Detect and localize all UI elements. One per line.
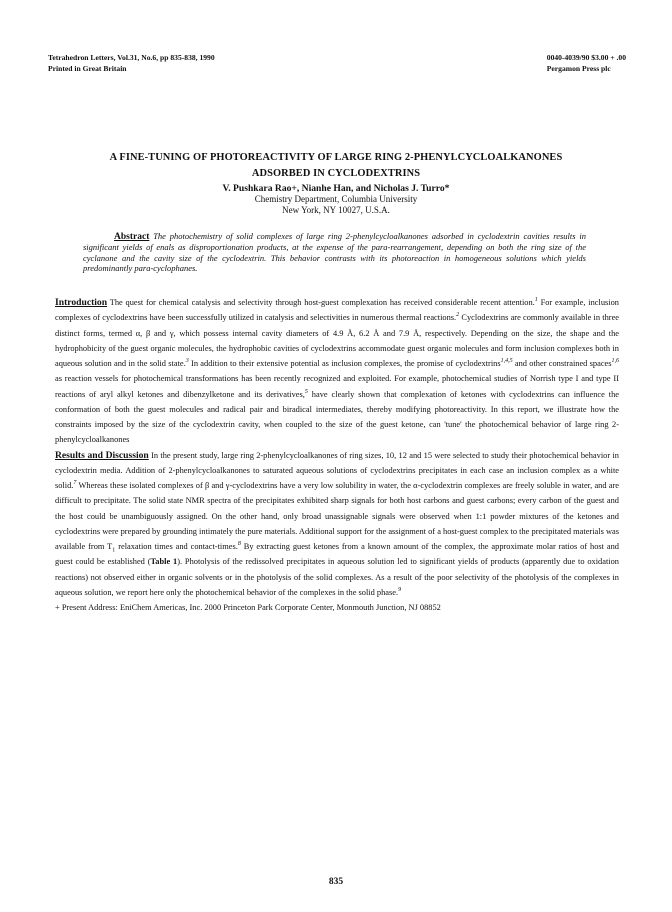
issn-price: 0040-4039/90 $3.00 + .00 xyxy=(546,53,626,62)
reference-marker: 1,4,5 xyxy=(500,358,513,365)
reference-marker: 1 xyxy=(534,297,538,304)
printed-in: Printed in Great Britain xyxy=(48,64,127,73)
reference-marker: 1,6 xyxy=(611,358,620,365)
title-line-1: A FINE-TUNING OF PHOTOREACTIVITY OF LARGE RING 2-PHENYLCYCLOALKANONES xyxy=(109,152,563,163)
table-reference: Table 1 xyxy=(150,557,178,567)
results-text: In the present study, large ring 2-phenylcycloalkanones of ring sizes, 10, 12 and 15 were selected to study their photochemical behavior in cyclodextrin media. Addition of 2-phenylcycloalkanones to saturated aqueous solutions of cyclodextrins precipitates in each case an inclusion complex as a white solid. xyxy=(55,450,619,490)
reference-marker: 3 xyxy=(185,358,189,365)
results-text: relaxation times and contact-times. xyxy=(118,542,238,551)
results-heading: Results and Discussion xyxy=(55,449,149,461)
title-line-2: ADSORBED IN CYCLODEXTRINS xyxy=(251,168,421,179)
intro-text: For example, inclusion complexes of cyclodextrins have been successfully utilized in catalysis and selectivities in numerous thermal reactions. xyxy=(55,298,619,323)
intro-text: In addition to their extensive potential as inclusion complexes, the promise of cyclodextrins xyxy=(191,359,501,368)
footnote: + Present Address: EniChem Americas, Inc. 2000 Princeton Park Corporate Center, Monmouth Junction, NJ 08852 xyxy=(55,603,441,612)
journal-citation: Tetrahedron Letters, Vol.31, No.6, pp 835-838, 1990 xyxy=(48,53,215,62)
reference-marker: 8 xyxy=(237,541,241,548)
reference-marker: 2 xyxy=(456,312,460,319)
journal-header xyxy=(48,52,215,74)
results-paragraph xyxy=(55,448,619,601)
body-text xyxy=(55,295,619,615)
results-text: ). Photolysis of the redissolved precipitates in aqueous solution led to significant yields of products (apparently due to oxidation reactions) not observed either in organic solvents or in the photolysis of the solid complexes. As a result of the poor selectivity of the photolysis of the complexes in aqueous solution, we report here only the photochemical behavior of the complexes in the solid phase. xyxy=(55,557,619,597)
author-block xyxy=(0,183,672,216)
author-names: V. Pushkara Rao+, Nianhe Han, and Nicholas J. Turro* xyxy=(222,183,450,194)
results-text: Whereas these isolated complexes of β and γ-cyclodextrins have a very low solubility in water, the α-cyclodextrin complexes are freely soluble in water, and are difficult to precipitate. The solid state NMR spectra of the precipitates exhibited sharp signals for both host carbons and guest carbons; every carbon of the guest and the host could be unambiguously assigned. On the other hand, only broad unassignable signals were observed when 1:1 powder mixtures of the ketones and cyclodextrins were prepared by grounding intimately the pure materials. Additional support for the assignment of a host-guest complex to the precipitated materials was available from T xyxy=(55,481,620,551)
subscript: 1 xyxy=(112,547,116,554)
abstract-label: Abstract xyxy=(114,232,150,242)
reference-marker: 9 xyxy=(398,586,402,593)
reference-marker: 7 xyxy=(73,480,77,487)
page-number: 835 xyxy=(328,877,344,887)
affiliation-city: New York, NY 10027, U.S.A. xyxy=(282,205,390,215)
reference-marker: 5 xyxy=(304,388,308,395)
introduction-paragraph xyxy=(55,295,619,448)
affiliation-department: Chemistry Department, Columbia University xyxy=(254,194,418,204)
publisher-name: Pergamon Press plc xyxy=(546,64,611,73)
intro-text: as reaction vessels for photochemical transformations has been recently recognized and exploited. For example, photochemical studies of Norrish type I and type II reactions of aryl alkyl ketones and dibenzylketone and its derivatives, xyxy=(55,374,619,399)
publisher-header xyxy=(547,52,626,74)
abstract xyxy=(83,231,586,273)
intro-text: The quest for chemical catalysis and selectivity through host-guest complexation has received considerable recent attention. xyxy=(109,298,535,307)
intro-text: and other constrained spaces xyxy=(514,359,612,368)
paper-title xyxy=(40,150,632,182)
results-text: By extracting guest ketones from a known amount of the complex, the approximate molar ratios of host and guest could be established ( xyxy=(55,542,619,567)
intro-text: have clearly shown that complexation of ketones with cyclodextrins can influence the conformation of both the guest molecules and radical pair and biradical intermediates, thereby modifying photoreactivity. In this report, we illustrate how the constraints imposed by the size of the cyclodextrin cavity, when coupled to the size of the guest ketone, can 'tune' the photochemical behavior of large ring 2-phenylcycloalkanones xyxy=(55,389,620,445)
abstract-text: The photochemistry of solid complexes of large ring 2-phenylcycloalkanones adsorbed in cyclodextrin cavities results in significant yields of enals as disproportionation products, at the expense of the para-rearrangement, depending on both the ring size of the cyclanone and the cavity size of the cyclodextrin. This behavior contrasts with its photoreaction in homogeneous solutions which yields predominantly para-cyclophanes. xyxy=(83,231,587,273)
intro-text: Cyclodextrins are commonly available in three distinct forms, termed α, β and γ, which possess internal cavity diameters of 4.9 Å, 6.2 Å and 7.9 Å, respectively. Depending on the size, the shape and the hydrophobicity of the guest organic molecules, the hydrophobic cavities of cyclodextrins accommodate guest organic molecules and form inclusion complexes both in aqueous solution and in the solid state. xyxy=(55,313,620,368)
introduction-heading: Introduction xyxy=(55,297,108,308)
